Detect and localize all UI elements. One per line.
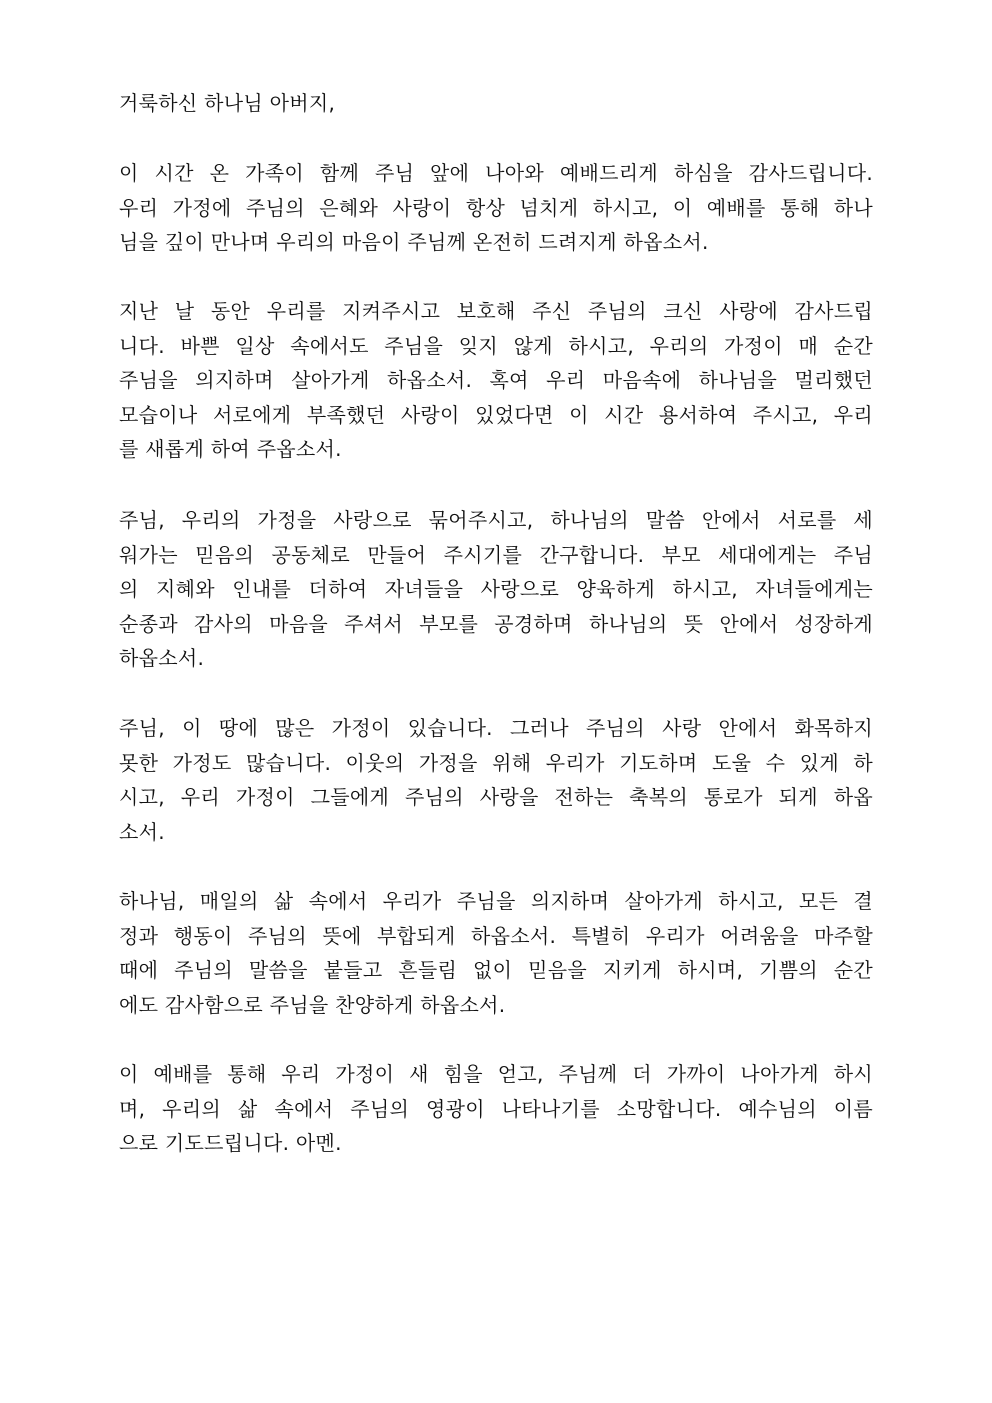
paragraph-line: 소서. [119, 819, 165, 844]
paragraph-line: 며, 우리의 삶 속에서 주님의 영광이 나타나기를 소망합니다. 예수님의 이름 [119, 1096, 873, 1121]
paragraph-line: 하나님, 매일의 삶 속에서 우리가 주님을 의지하며 살아가게 하시고, 모든 결 [119, 889, 873, 913]
paragraph-line: 때에 주님의 말씀을 붙들고 흔들림 없이 믿음을 지키게 하시며, 기쁨의 순간 [119, 958, 873, 982]
paragraph-5 [119, 884, 873, 1022]
paragraph-line: 의 지혜와 인내를 더하여 자녀들을 사랑으로 양육하게 하시고, 자녀들에게는 [119, 577, 873, 601]
paragraph-line: 이 예배를 통해 우리 가정이 새 힘을 얻고, 주님께 더 가까이 나아가게 하시 [119, 1062, 873, 1086]
paragraph-line: 워가는 믿음의 공동체로 만들어 주시기를 간구합니다. 부모 세대에게는 주님 [119, 542, 873, 567]
paragraph-line: 니다. 바쁜 일상 속에서도 주님을 잊지 않게 하시고, 우리의 가정이 매 순간 [119, 333, 873, 358]
paragraph-line: 이 시간 온 가족이 함께 주님 앞에 나아와 예배드리게 하심을 감사드립니다. [119, 161, 873, 185]
paragraph-line: 정과 행동이 주님의 뜻에 부합되게 하옵소서. 특별히 우리가 어려움을 마주할 [119, 923, 873, 948]
greeting [119, 86, 873, 121]
paragraph-6 [119, 1057, 873, 1161]
paragraph-line: 시고, 우리 가정이 그들에게 주님의 사랑을 전하는 축복의 통로가 되게 하옵 [119, 785, 873, 809]
paragraph-line: 주님, 우리의 가정을 사랑으로 묶어주시고, 하나님의 말씀 안에서 서로를 세 [119, 508, 873, 532]
paragraph-4 [119, 711, 873, 849]
paragraph-line: 를 새롭게 하여 주옵소서. [119, 437, 342, 461]
paragraph-line: 지난 날 동안 우리를 지켜주시고 보호해 주신 주님의 크신 사랑에 감사드립 [119, 299, 873, 323]
paragraph-line: 주님을 의지하며 살아가게 하옵소서. 혹여 우리 마음속에 하나님을 멀리했던 [119, 368, 873, 392]
paragraph-line: 주님, 이 땅에 많은 가정이 있습니다. 그러나 주님의 사랑 안에서 화목하지 [119, 716, 873, 740]
greeting-line: 거룩하신 하나님 아버지, [119, 91, 336, 115]
paragraph-line: 하옵소서. [119, 646, 205, 670]
paragraph-line: 모습이나 서로에게 부족했던 사랑이 있었다면 이 시간 용서하여 주시고, 우리 [119, 402, 873, 427]
paragraph-3 [119, 503, 873, 676]
paragraph-line: 순종과 감사의 마음을 주셔서 부모를 공경하며 하나님의 뜻 안에서 성장하게 [119, 611, 873, 636]
paragraph-2 [119, 294, 873, 467]
paragraph-1 [119, 156, 873, 260]
paragraph-line: 으로 기도드립니다. 아멘. [119, 1131, 342, 1155]
paragraph-line: 우리 가정에 주님의 은혜와 사랑이 항상 넘치게 하시고, 이 예배를 통해 하나 [119, 195, 873, 220]
paragraph-line: 님을 깊이 만나며 우리의 마음이 주님께 온전히 드려지게 하옵소서. [119, 230, 709, 254]
paragraph-line: 못한 가정도 많습니다. 이웃의 가정을 위해 우리가 기도하며 도울 수 있게 하 [119, 750, 873, 775]
paragraph-line: 에도 감사함으로 주님을 찬양하게 하옵소서. [119, 992, 506, 1017]
